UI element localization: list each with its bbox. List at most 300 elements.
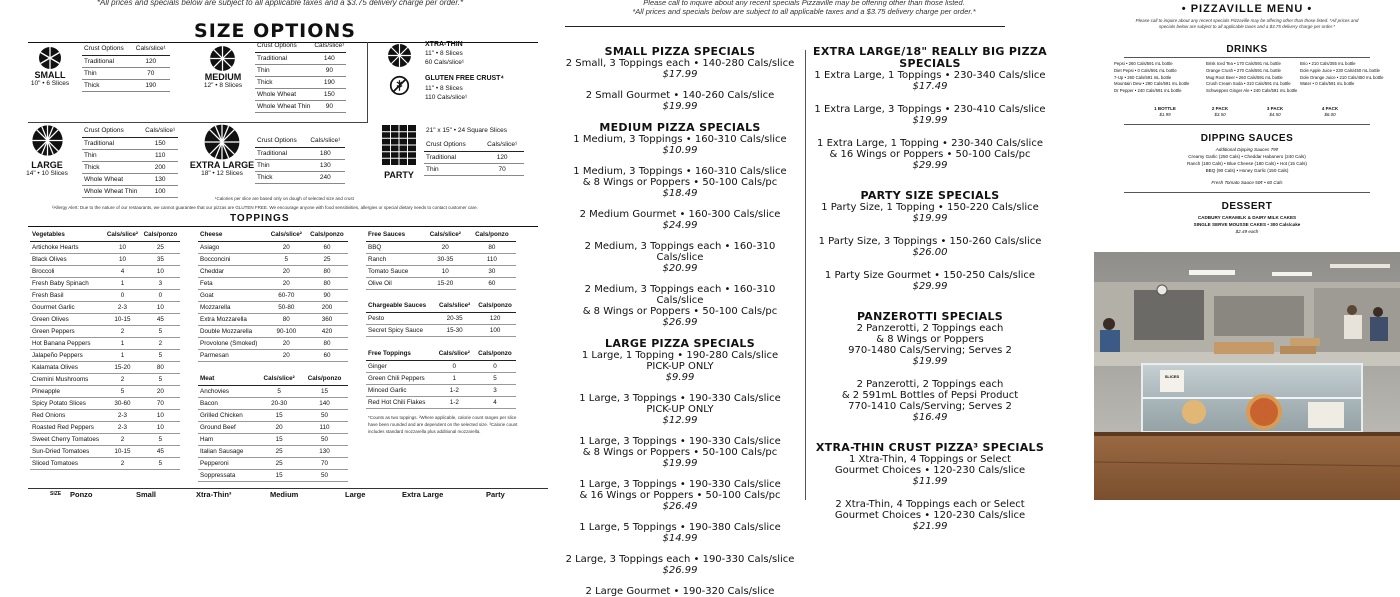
divider [367, 42, 368, 122]
size-sub-party: 21" x 15" • 24 Square Slices [426, 127, 507, 134]
topping-calories: 10-15 [104, 445, 141, 457]
divider [1124, 192, 1370, 193]
dessert-title: DESSERT [1221, 201, 1273, 212]
size-name-extra-large: EXTRA LARGE [189, 160, 255, 170]
gluten-free-icon [389, 75, 410, 96]
topping-calories: 5 [257, 385, 301, 397]
medium-pizza-icon [209, 45, 236, 72]
topping-calories: 80 [141, 361, 180, 373]
topping-row [198, 385, 348, 397]
topping-calories: 80 [306, 337, 348, 349]
topping-calories: 30 [468, 265, 516, 277]
topping-row [366, 396, 516, 408]
bottom-label: Medium [270, 490, 299, 499]
meat-table [198, 373, 348, 482]
topping-row [366, 253, 516, 265]
xtra-thin-title: XTRA-THIN [425, 41, 463, 48]
special-price: $20.99 [662, 263, 698, 274]
topping-row [366, 241, 516, 253]
topping-calories: 50-80 [267, 301, 306, 313]
medium-crust-table: Crust Options Cals/slice¹ Traditional 140 Thin 90 Thick 190 Whole Wheat 150 Whole Wheat Thin 90 [255, 40, 346, 113]
column-header: Cals/ponzo [474, 300, 516, 312]
special-price: $19.99 [662, 101, 698, 112]
topping-calories: 10 [141, 265, 180, 277]
topping-calories: 70 [141, 397, 180, 409]
topping-calories: 80 [306, 265, 348, 277]
special-description: PICK-UP ONLY [646, 404, 714, 415]
topping-calories: 20 [267, 349, 306, 361]
section-title: Free Sauces [366, 229, 423, 241]
special-item [560, 166, 800, 200]
special-description: & 8 Wings or Poppers • 50-100 Cals/pc [582, 177, 778, 188]
special-description: & 16 Wings or Poppers • 50-100 Cals/pc [829, 149, 1031, 160]
topping-calories: 110 [301, 421, 348, 433]
special-price: $29.99 [912, 160, 948, 171]
drinks-title: DRINKS [1226, 44, 1268, 55]
topping-calories: 20 [423, 241, 468, 253]
topping-calories: 15-30 [435, 324, 474, 336]
topping-name: BBQ [366, 241, 423, 253]
topping-row [198, 469, 348, 481]
special-description: 2 Xtra-Thin, 4 Toppings each or Select [835, 499, 1025, 510]
dipping-line: Creamy Garlic (250 Cals) • Cheddar Habanero (240 Cals) [1188, 154, 1306, 159]
special-price: $24.99 [662, 220, 698, 231]
topping-calories: 0 [474, 360, 516, 372]
column-header: Cals/ponzo [141, 229, 180, 241]
topping-calories: 20 [141, 385, 180, 397]
special-item [812, 202, 1048, 225]
topping-name: Parmesan [198, 349, 267, 361]
special-item [812, 70, 1048, 93]
topping-row [30, 457, 180, 469]
topping-row [30, 241, 180, 253]
topping-calories: 1 [104, 277, 141, 289]
topping-row [30, 301, 180, 313]
special-description: 2 Medium, 3 Toppings each • 160-310 Cals/slice [584, 284, 776, 306]
calorie-footnote: ¹Calories per slice are based only on dough of selected size and crust [215, 196, 354, 201]
topping-calories: 10 [104, 241, 141, 253]
column-header: Cals/slice² [257, 373, 301, 385]
small-crust-table: Crust Options Cals/slice¹ Traditional 120 Thin 70 Thick 190 [82, 43, 170, 92]
column-header: Cals/ponzo [301, 373, 348, 385]
free-toppings-table [366, 348, 516, 409]
topping-calories: 0 [435, 360, 474, 372]
topping-calories: 20 [267, 337, 306, 349]
topping-row [30, 349, 180, 361]
extra-large-crust-table: Crust Options Cals/slice¹ Traditional 180 Thin 130 Thick 240 [255, 135, 345, 184]
topping-calories: 0 [104, 289, 141, 301]
topping-calories: 200 [306, 301, 348, 313]
topping-calories: 25 [257, 445, 301, 457]
vegetables-table [30, 229, 180, 470]
topping-row [198, 289, 348, 301]
column-header: Cals/slice² [104, 229, 141, 241]
topping-name: Cremini Mushrooms [30, 373, 104, 385]
special-description: 2 Small Gourmet • 140-260 Cals/slice [585, 90, 775, 101]
topping-name: Tomato Sauce [366, 265, 423, 277]
specials-panel [560, 0, 1048, 597]
topping-row [198, 253, 348, 265]
extra-large-pizza-icon [203, 123, 241, 161]
topping-name: Grilled Chicken [198, 409, 257, 421]
topping-calories: 2-3 [104, 301, 141, 313]
special-section-title: PARTY SIZE SPECIALS [860, 189, 1000, 202]
special-description: 1 Party Size, 1 Topping • 150-220 Cals/slice [821, 202, 1039, 213]
topping-name: Pineapple [30, 385, 104, 397]
special-price: $21.99 [912, 521, 948, 532]
topping-row [30, 325, 180, 337]
topping-name: Olive Oil [366, 277, 423, 289]
topping-row [198, 325, 348, 337]
special-price: $19.99 [912, 213, 948, 224]
divider [1124, 57, 1370, 58]
special-item [560, 134, 800, 157]
special-section-title: SMALL PIZZA SPECIALS [604, 45, 756, 58]
special-price: $14.99 [662, 533, 698, 544]
special-item [812, 270, 1048, 293]
topping-row [30, 289, 180, 301]
dipping-sauces-title: DIPPING SAUCES [1200, 133, 1294, 144]
topping-name: Gourmet Garlic [30, 301, 104, 313]
topping-name: Secret Spicy Sauce [366, 324, 435, 336]
topping-name: Soppressata [198, 469, 257, 481]
topping-row [30, 265, 180, 277]
restaurant-interior-image [1094, 252, 1400, 500]
special-item [560, 350, 800, 384]
topping-calories: 20 [257, 421, 301, 433]
topping-calories: 2 [104, 373, 141, 385]
topping-calories: 15 [301, 385, 348, 397]
dessert-line: SINGLE SERVE MOUSSE CAKES • 300 Cals/cake [1193, 222, 1301, 227]
drink-item: Mug Root Beer • 260 Cals/591 mL bottle [1206, 74, 1283, 80]
drink-item: Dole Apple Juice • 230 Cals/450 mL bottle [1300, 67, 1380, 73]
topping-name: Asiago [198, 241, 267, 253]
topping-calories: 45 [141, 445, 180, 457]
topping-row [198, 409, 348, 421]
topping-calories: 1 [104, 349, 141, 361]
column-header: Cals/ponzo [306, 229, 348, 241]
topping-calories: 45 [141, 313, 180, 325]
special-description: 2 Panzerotti, 2 Toppings each [856, 323, 1004, 334]
drink-item: Brisk Iced Tea • 170 Cals/591 mL bottle [1206, 61, 1281, 66]
topping-name: Ground Beef [198, 421, 257, 433]
topping-row [30, 385, 180, 397]
special-price: $12.99 [662, 415, 698, 426]
menu-notice: Please call to inquire about any recent specials Pizzaville may be offering other than those listed. *All prices and specials below are subject to all applicable taxes and a $3.75 delivery charge per order.* [1135, 18, 1359, 29]
topping-calories: 2-3 [104, 409, 141, 421]
special-description: Gourmet Choices • 120-230 Cals/slice [834, 510, 1026, 521]
topping-name: Pesto [366, 312, 435, 324]
special-price: $19.99 [912, 356, 948, 367]
topping-calories: 70 [301, 457, 348, 469]
toppings-title: TOPPINGS [230, 213, 290, 224]
special-item [812, 236, 1048, 259]
special-item [560, 284, 800, 329]
topping-calories: 5 [104, 385, 141, 397]
bottom-label: Extra Large [402, 490, 444, 499]
dipping-line: Ranch (180 Cals) • Blue Cheese (180 Cals) • Hot (15 Cals) [1187, 161, 1307, 166]
topping-name: Ginger [366, 360, 435, 372]
topping-calories: 1 [104, 337, 141, 349]
special-description: & 16 Wings or Poppers • 50-100 Cals/pc [579, 490, 781, 501]
topping-row [30, 421, 180, 433]
special-item [560, 586, 800, 597]
topping-calories: 35 [141, 253, 180, 265]
topping-row [30, 337, 180, 349]
special-description: 1 Party Size Gourmet • 150-250 Cals/slice [824, 270, 1036, 281]
special-price: $26.99 [662, 565, 698, 576]
special-price: $11.99 [912, 476, 948, 487]
bottom-label: Large [345, 490, 366, 499]
topping-calories: 25 [141, 241, 180, 253]
topping-name: Sun-Dried Tomatoes [30, 445, 104, 457]
special-description: 2 Medium Gourmet • 160-300 Cals/slice [579, 209, 781, 220]
topping-name: Cheddar [198, 265, 267, 277]
topping-calories: 60-70 [267, 289, 306, 301]
small-pizza-icon [38, 46, 62, 70]
topping-calories: 80 [306, 277, 348, 289]
topping-name: Double Mozzarella [198, 325, 267, 337]
special-description: 1 Large, 1 Topping • 190-280 Cals/slice [581, 350, 779, 361]
special-price: $29.99 [912, 281, 948, 292]
topping-calories: 1-2 [435, 384, 474, 396]
topping-row [198, 265, 348, 277]
topping-name: Black Olives [30, 253, 104, 265]
special-item [560, 393, 800, 427]
topping-name: Fresh Baby Spinach [30, 277, 104, 289]
topping-calories: 3 [141, 277, 180, 289]
topping-name: Anchovies [198, 385, 257, 397]
special-item [560, 436, 800, 470]
special-price: $19.99 [912, 115, 948, 126]
drink-item: Dole Orange Juice • 210 Cals/450 mL bottle [1300, 74, 1384, 80]
section-title: Meat [198, 373, 257, 385]
special-price: $19.99 [662, 458, 698, 469]
special-description: 1 Extra Large, 1 Topping • 230-340 Cals/slice [817, 138, 1043, 149]
special-description: 970-1480 Cals/Serving; Serves 2 [848, 345, 1012, 356]
gluten-free-slices: 11" • 8 Slices [425, 85, 463, 92]
topping-calories: 80 [267, 313, 306, 325]
topping-name: Hot Banana Peppers [30, 337, 104, 349]
special-description: 1 Medium, 3 Toppings • 160-310 Cals/slice [573, 134, 787, 145]
special-price: $9.99 [665, 372, 695, 383]
special-price: $17.99 [662, 69, 698, 80]
topping-calories: 100 [474, 324, 516, 336]
topping-calories: 90 [306, 289, 348, 301]
drink-item: Dr Pepper • 240 Cals/591 mL bottle [1114, 88, 1182, 94]
topping-calories: 10-15 [104, 313, 141, 325]
topping-row [198, 457, 348, 469]
column-header: Cals/slice² [267, 229, 306, 241]
cheese-table [198, 229, 348, 362]
special-description: 1 Large, 3 Toppings • 190-330 Cals/slice [579, 479, 781, 490]
divider [565, 26, 1005, 27]
pack-2: 2 PACK $3.50 [1211, 106, 1229, 117]
size-row-label: SIZE [50, 491, 62, 497]
special-price: $16.49 [912, 412, 948, 423]
topping-calories: 60 [306, 241, 348, 253]
pack-3: 3 PACK $4.50 [1266, 106, 1284, 117]
drinks-panel [1094, 0, 1400, 500]
topping-calories: 10 [423, 265, 468, 277]
price-notice: *All prices and specials below are subject to all applicable taxes and a $3.75 delivery charge per order.* [96, 0, 464, 7]
drink-item: Crush Cream Soda • 310 Cals/591 mL bottle [1206, 81, 1291, 87]
topping-calories: 360 [306, 313, 348, 325]
special-description: 1 Extra Large, 3 Toppings • 230-410 Cals/slice [814, 104, 1046, 115]
section-title: Cheese [198, 229, 267, 241]
special-item [812, 323, 1048, 368]
specials-right-column [812, 46, 1048, 533]
topping-name: Green Chili Peppers [366, 372, 435, 384]
topping-calories: 4 [104, 265, 141, 277]
special-description: 1 Extra Large, 1 Toppings • 230-340 Cals/slice [814, 70, 1046, 81]
dipping-line: Fresh Tomato Sauce 50¢ • 60 Cals [1211, 180, 1283, 185]
topping-calories: 120 [474, 312, 516, 324]
size-options-panel [0, 0, 560, 500]
special-item [560, 209, 800, 232]
special-description: & 8 Wings or Poppers • 50-100 Cals/pc [582, 447, 778, 458]
special-description: & 8 Wings or Poppers • 50-100 Cals/pc [582, 306, 778, 317]
dessert-line: CADBURY CARAMILK & DAIRY MILK CAKES [1197, 215, 1297, 220]
topping-calories: 2 [104, 433, 141, 445]
divider [1124, 124, 1370, 125]
gluten-free-title: GLUTEN FREE CRUST⁴ [425, 75, 504, 82]
topping-calories: 5 [141, 373, 180, 385]
drinks-column [1114, 61, 1189, 95]
topping-row [30, 277, 180, 289]
menu-title: • PIZZAVILLE MENU • [1181, 3, 1313, 15]
topping-name: Mozzarella [198, 301, 267, 313]
special-description: 1 Large, 3 Toppings • 190-330 Cals/slice [579, 393, 781, 404]
topping-row [366, 265, 516, 277]
drink-item: Schweppes Ginger Ale • 240 Cals/591 mL bottle [1206, 88, 1298, 94]
special-description: 1 Party Size, 3 Toppings • 150-260 Cals/slice [818, 236, 1042, 247]
divider [28, 226, 538, 227]
size-sub-extra-large: 18" • 12 Slices [201, 170, 243, 177]
column-header: Cals/slice² [435, 348, 474, 360]
section-title: Vegetables [30, 229, 104, 241]
bottom-label: Party [486, 490, 505, 499]
drink-item: Water • 0 Cals/591 mL bottle [1300, 81, 1355, 87]
special-item [560, 479, 800, 513]
party-crust-table: Crust Options Cals/slice¹ Traditional 120 Thin 70 [424, 139, 524, 176]
column-header: Cals/slice² [435, 300, 474, 312]
special-description: 2 Large Gourmet • 190-320 Cals/slice [585, 586, 775, 597]
special-description: Gourmet Choices • 120-230 Cals/slice [834, 465, 1026, 476]
topping-calories: 140 [301, 397, 348, 409]
topping-row [198, 241, 348, 253]
topping-name: Spicy Potato Slices [30, 397, 104, 409]
special-section-title: MEDIUM PIZZA SPECIALS [599, 121, 761, 134]
size-name-large: LARGE [31, 160, 63, 170]
topping-calories: 5 [474, 372, 516, 384]
topping-row [366, 360, 516, 372]
topping-row [198, 337, 348, 349]
column-header: Cals/ponzo [474, 348, 516, 360]
topping-name: Bocconcini [198, 253, 267, 265]
topping-calories: 15 [257, 409, 301, 421]
topping-calories: 20-30 [257, 397, 301, 409]
special-item [812, 379, 1048, 424]
topping-calories: 2-3 [104, 421, 141, 433]
special-section-title: XTRA-THIN CRUST PIZZA³ SPECIALS [815, 441, 1045, 454]
topping-calories: 2 [141, 337, 180, 349]
special-description: 2 Small, 3 Toppings each • 140-280 Cals/slice [565, 58, 795, 69]
topping-calories: 4 [474, 396, 516, 408]
special-price: $26.49 [662, 501, 698, 512]
topping-calories: 2 [104, 325, 141, 337]
topping-name: Bacon [198, 397, 257, 409]
drink-item: 7-Up • 260 Cals/591 mL bottle [1114, 74, 1172, 80]
special-price: $26.00 [912, 247, 948, 258]
topping-name: Sliced Tomatoes [30, 457, 104, 469]
topping-calories: 10 [141, 301, 180, 313]
special-description: 2 Panzerotti, 2 Toppings each [856, 379, 1004, 390]
special-item [812, 454, 1048, 488]
topping-row [198, 349, 348, 361]
drink-item: Diet Pepsi • 0 Cals/591 mL bottle [1114, 67, 1177, 73]
topping-calories: 50 [301, 409, 348, 421]
topping-row [198, 277, 348, 289]
drink-item: Mountain Dew • 290 Cals/591 mL bottle [1114, 81, 1190, 87]
topping-name: Minced Garlic [366, 384, 435, 396]
divider [28, 122, 368, 123]
topping-calories: 15 [257, 433, 301, 445]
xtra-thin-cals: 60 Cals/slice¹ [425, 59, 465, 66]
allergy-footnote: ²Allergy Alert: Due to the nature of our restaurants, we cannot guarantee that our pizzas are GLUTEN FREE. We encourage anyone with food sensitivities, allergies or special dietary needs to contact customer care. [52, 205, 478, 210]
pack-4: 4 PACK $6.00 [1321, 106, 1339, 117]
special-item [560, 554, 800, 577]
topping-calories: 3 [474, 384, 516, 396]
special-item [812, 499, 1048, 533]
size-sub-large: 14" • 10 Slices [26, 170, 68, 177]
size-name-small: SMALL [34, 70, 66, 80]
special-description: 1 Large, 3 Toppings • 190-330 Cals/slice [579, 436, 781, 447]
topping-row [30, 253, 180, 265]
dipping-line: BBQ (90 Cals) • Honey Garlic (150 Cals) [1205, 168, 1289, 173]
topping-row [30, 409, 180, 421]
topping-calories: 15 [257, 469, 301, 481]
topping-row [366, 324, 516, 336]
column-divider [805, 50, 806, 500]
topping-calories: 10 [141, 421, 180, 433]
special-price: $17.49 [912, 81, 948, 92]
topping-calories: 80 [468, 241, 516, 253]
special-description: 2 Medium, 3 Toppings each • 160-310 Cals/slice [584, 241, 776, 263]
topping-name: Artichoke Hearts [30, 241, 104, 253]
topping-row [366, 384, 516, 396]
topping-row [366, 277, 516, 289]
topping-calories: 5 [141, 349, 180, 361]
topping-row [198, 445, 348, 457]
size-bottom-row [28, 488, 548, 500]
drink-item: Brio • 210 Cals/355 mL bottle [1300, 61, 1356, 66]
toppings-notes: *Counts as two toppings. ²Where applicable, calorie count ranges per slice have been rounded and are dependent on the selected size. ³Calorie count includes standard mozzarella plus additional mozzarella. [368, 415, 518, 434]
topping-name: Ranch [366, 253, 423, 265]
topping-row [30, 361, 180, 373]
topping-name: Roasted Red Peppers [30, 421, 104, 433]
special-item [560, 90, 800, 113]
topping-calories: 20 [267, 241, 306, 253]
topping-calories: 25 [306, 253, 348, 265]
topping-name: Green Peppers [30, 325, 104, 337]
special-description: & 2 591mL Bottles of Pepsi Product [841, 390, 1019, 401]
topping-name: Broccoli [30, 265, 104, 277]
topping-calories: 20-35 [435, 312, 474, 324]
special-section-title: EXTRA LARGE/18" REALLY BIG PIZZA SPECIALS [813, 45, 1047, 70]
topping-row [30, 313, 180, 325]
topping-name: Pepperoni [198, 457, 257, 469]
